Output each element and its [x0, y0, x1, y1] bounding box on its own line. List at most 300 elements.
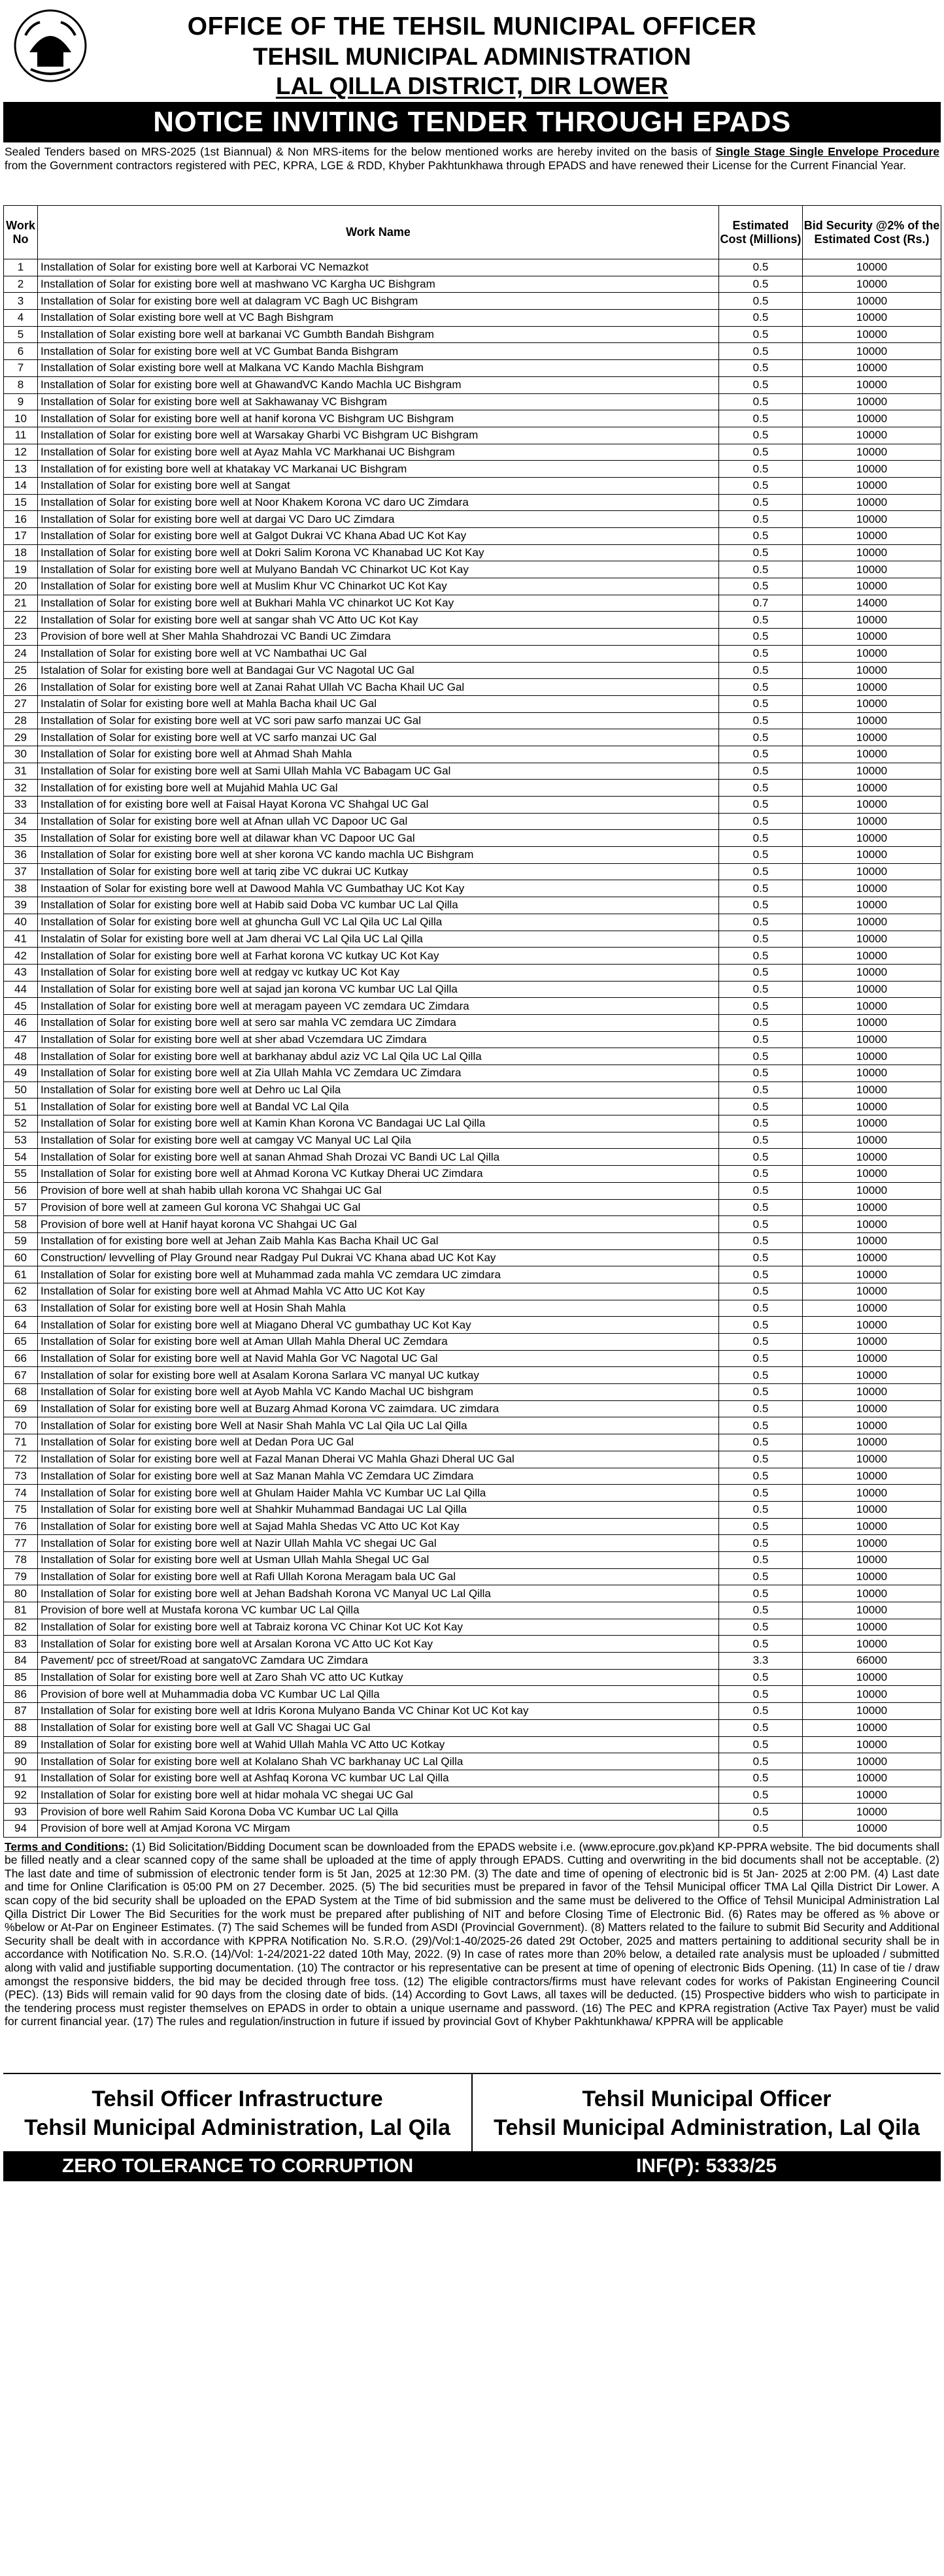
estimated-cost-cell: 0.5	[719, 645, 803, 662]
work-name-cell: Installation of Solar for existing bore well at Muhammad zada mahla VC zemdara UC zimdara	[38, 1266, 719, 1283]
work-name-cell: Installation of Solar for existing bore well at dilawar khan VC Dapoor UC Gal	[38, 830, 719, 847]
bid-security-cell: 10000	[803, 1719, 941, 1736]
work-no-cell: 61	[4, 1266, 38, 1283]
work-no-cell: 90	[4, 1753, 38, 1770]
bid-security-cell: 10000	[803, 981, 941, 998]
work-name-cell: Installation of Solar for existing bore well at sero sar mahla VC zemdara UC Zimdara	[38, 1014, 719, 1031]
bid-security-cell: 10000	[803, 410, 941, 427]
work-no-cell: 29	[4, 729, 38, 746]
work-name-cell: Installation of Solar for existing bore well at Afnan ullah VC Dapoor UC Gal	[38, 813, 719, 830]
work-name-cell: Installation of Solar for existing bore well at Sami Ullah Mahla VC Babagam UC Gal	[38, 763, 719, 780]
estimated-cost-cell: 0.5	[719, 1820, 803, 1837]
work-name-cell: Installation of Solar for existing bore well at Bukhari Mahla VC chinarkot UC Kot Kay	[38, 595, 719, 612]
estimated-cost-cell: 0.5	[719, 310, 803, 327]
bid-security-cell: 10000	[803, 763, 941, 780]
estimated-cost-cell: 0.5	[719, 1048, 803, 1065]
estimated-cost-cell: 0.5	[719, 712, 803, 729]
terms-text: (1) Bid Solicitation/Bidding Document scan be downloaded from the EPADS website i.e. (www.eprocure.gov.pk)and KP-PPRA website. The bid documents shall be filled neatly and a clear scanned copy of the same shall be uploaded at the time of apply through EPADS. Cutting and overwriting in the bid documents shall not be acceptable. (2) The last date and time of submission of electronic tender form is 5t Jan, 2025 at 12:30 PM. (3) The date and time of opening of electronic bid is 5t Jan- 2025 at 2:00 PM. (4) Last date and time for Online Clarification is 05:00 PM on 27 December. 2025. (5) The bid securities must be prepared in favor of the Tehsil Municipal officer TMA Lal Qilla District Dir Lower. A scan copy of the bid security shall be uploaded on the EPAD System at the Time of bid submission and the same must be delivered to the Office of Tehsil Municipal Administration Lal Qilla District Dir Lower The Bid Securities for the work must be prepared after publishing of NIT and before Closing Time of Electronic Bid. (6) Rates may be offered as % above or %below or At-Par on Engineer Estimates. (7) The said Schemes will be funded from ASDI (Provincial Government). (8) Matters related to the failure to submit Bid Security and Additional Security shall be dealt with in accordance with KPPRA Notification No. S.R.O. (29)/Vol:1-40/2025-26 dated 29t October, 2025 and matters pertaining to additional security shall be in accordance with Notification No. S.R.O. (14)/Vol: 1-24/2021-22 dated 10th May, 2022. (9) In case of rates more than 20% below, a detailed rate analysis must be uploaded / submitted along with valid and justifiable supporting documentation. (10) The contractor or his representative can be present at time of opening of electronic Bids Opening. (11) In case of tie / draw amongst the responsive bidders, the bid may be decided through free toss. (12) The eligible contractors/firms must have relevant codes for works of Pakistan Engineering Council (PEC). (13) Bids will remain valid for 90 days from the closing date of bids. (14) According to Govt Laws, all taxes will be deducted. (15) Prospective bidders who wish to participate in the tendering process must register themselves on EPADS in order to obtain a unique username and password. (16) The PEC and KPRA registration (Active Tax Payer) must be valid for current financial year. (17) The rules and regulation/instruction in future if issued by provincial Govt of Khyber Pakhtunkhawa/ KPPRA will be applicable	[5, 1840, 939, 2028]
bid-security-cell: 10000	[803, 544, 941, 561]
signatory-municipal-officer	[471, 2074, 941, 2151]
inf-reference: INF(P): 5333/25	[635, 2155, 777, 2177]
work-name-cell: Instalatin of Solar for existing bore well at Mahla Bacha khail UC Gal	[38, 695, 719, 712]
table-row	[4, 528, 941, 545]
table-row	[4, 1719, 941, 1736]
estimated-cost-cell: 0.5	[719, 1703, 803, 1720]
bid-security-cell: 10000	[803, 1166, 941, 1183]
estimated-cost-cell: 0.5	[719, 1568, 803, 1585]
table-row	[4, 494, 941, 511]
work-name-cell: Installation of Solar for existing bore well at Galgot Dukrai VC Khana Abad UC Kot Kay	[38, 528, 719, 545]
work-name-cell: Installation of Solar for existing bore well at Dehro uc Lal Qila	[38, 1082, 719, 1098]
table-row	[4, 1770, 941, 1787]
bid-security-cell: 10000	[803, 1568, 941, 1585]
estimated-cost-cell: 0.5	[719, 1367, 803, 1384]
estimated-cost-cell: 0.5	[719, 376, 803, 393]
estimated-cost-cell: 0.5	[719, 1719, 803, 1736]
table-row	[4, 1182, 941, 1199]
work-name-cell: Installation of Solar for existing bore well at Mulyano Bandah VC Chinarkot UC Kot Kay	[38, 561, 719, 578]
table-row	[4, 477, 941, 494]
work-no-cell: 80	[4, 1585, 38, 1602]
table-row	[4, 461, 941, 478]
work-name-cell: Installation of Solar for existing bore Well at Nasir Shah Mahla VC Lal Qila UC Lal Qilla	[38, 1417, 719, 1434]
work-name-cell: Installation of Solar for existing bore well at VC sori paw sarfo manzai UC Gal	[38, 712, 719, 729]
bid-security-cell: 10000	[803, 1686, 941, 1703]
table-row	[4, 1249, 941, 1266]
bid-security-cell: 10000	[803, 1199, 941, 1216]
work-no-cell: 11	[4, 427, 38, 444]
estimated-cost-cell: 0.5	[719, 511, 803, 528]
table-row	[4, 544, 941, 561]
bid-security-cell: 10000	[803, 1334, 941, 1351]
bid-security-cell: 10000	[803, 1585, 941, 1602]
table-row	[4, 897, 941, 914]
table-row	[4, 1098, 941, 1115]
work-name-cell: Installation of Solar for existing bore well at Gall VC Shagai UC Gal	[38, 1719, 719, 1736]
bid-security-cell: 10000	[803, 1770, 941, 1787]
work-no-cell: 63	[4, 1300, 38, 1317]
work-no-cell: 83	[4, 1636, 38, 1653]
bid-security-cell: 10000	[803, 477, 941, 494]
work-no-cell: 12	[4, 444, 38, 461]
terms-label: Terms and Conditions:	[5, 1840, 129, 1853]
table-row	[4, 1753, 941, 1770]
bid-security-cell: 10000	[803, 729, 941, 746]
estimated-cost-cell: 0.5	[719, 1468, 803, 1485]
estimated-cost-cell: 0.5	[719, 1132, 803, 1149]
estimated-cost-cell: 0.5	[719, 1014, 803, 1031]
estimated-cost-cell: 0.5	[719, 1669, 803, 1686]
table-row	[4, 662, 941, 679]
bid-security-cell: 10000	[803, 1249, 941, 1266]
bid-security-cell: 10000	[803, 1400, 941, 1417]
table-row	[4, 695, 941, 712]
work-name-cell: Installation of Solar for existing bore well at sher abad Vczemdara UC Zimdara	[38, 1031, 719, 1048]
table-row	[4, 1485, 941, 1502]
table-row	[4, 1048, 941, 1065]
estimated-cost-cell: 0.5	[719, 561, 803, 578]
table-row	[4, 343, 941, 360]
table-header-row	[4, 206, 941, 259]
work-no-cell: 62	[4, 1283, 38, 1300]
work-no-cell: 19	[4, 561, 38, 578]
table-row	[4, 1283, 941, 1300]
work-name-cell: Installation of Solar for existing bore well at Dedan Pora UC Gal	[38, 1434, 719, 1451]
estimated-cost-cell: 0.5	[719, 1216, 803, 1233]
estimated-cost-cell: 0.5	[719, 729, 803, 746]
estimated-cost-cell: 0.5	[719, 477, 803, 494]
work-no-cell: 81	[4, 1602, 38, 1619]
work-no-cell: 58	[4, 1216, 38, 1233]
bid-security-cell: 10000	[803, 1132, 941, 1149]
work-name-cell: Installation of Solar for existing bore well at Aman Ullah Mahla Dheral UC Zemdara	[38, 1334, 719, 1351]
work-name-cell: Installation of Solar for existing bore well at Ashfaq Korona VC kumbar UC Lal Qilla	[38, 1770, 719, 1787]
table-row	[4, 1787, 941, 1804]
work-no-cell: 51	[4, 1098, 38, 1115]
work-name-cell: Installation of Solar for existing bore well at tariq zibe VC dukrai UC Kutkay	[38, 863, 719, 880]
bid-security-cell: 10000	[803, 461, 941, 478]
work-name-cell: Installation of Solar existing bore well at VC Bagh Bishgram	[38, 310, 719, 327]
work-no-cell: 16	[4, 511, 38, 528]
signatory-right-title: Tehsil Municipal Officer	[582, 2086, 832, 2111]
estimated-cost-cell: 0.5	[719, 981, 803, 998]
table-row	[4, 1518, 941, 1535]
table-row	[4, 444, 941, 461]
work-no-cell: 44	[4, 981, 38, 998]
work-no-cell: 84	[4, 1653, 38, 1670]
table-row	[4, 410, 941, 427]
estimated-cost-cell: 0.5	[719, 1602, 803, 1619]
bid-security-cell: 10000	[803, 612, 941, 629]
estimated-cost-cell: 0.5	[719, 276, 803, 293]
estimated-cost-cell: 0.5	[719, 948, 803, 965]
bid-security-cell: 10000	[803, 998, 941, 1015]
work-name-cell: Installation of Solar for existing bore well at Usman Ullah Mahla Shegal UC Gal	[38, 1551, 719, 1568]
estimated-cost-cell: 0.5	[719, 1283, 803, 1300]
district-title: LAL QILLA DISTRICT, DIR LOWER	[275, 73, 669, 99]
work-no-cell: 94	[4, 1820, 38, 1837]
table-row	[4, 1317, 941, 1334]
bid-security-cell: 10000	[803, 1014, 941, 1031]
estimated-cost-cell: 0.5	[719, 1736, 803, 1753]
table-row	[4, 763, 941, 780]
table-row	[4, 1653, 941, 1670]
estimated-cost-cell: 0.5	[719, 797, 803, 814]
work-name-cell: Installation of Solar for existing bore well at mashwano VC Kargha UC Bishgram	[38, 276, 719, 293]
work-no-cell: 91	[4, 1770, 38, 1787]
estimated-cost-cell: 0.5	[719, 880, 803, 897]
table-row	[4, 797, 941, 814]
bid-security-cell: 10000	[803, 343, 941, 360]
work-no-cell: 49	[4, 1065, 38, 1082]
work-no-cell: 66	[4, 1350, 38, 1367]
estimated-cost-cell: 0.5	[719, 528, 803, 545]
signature-block	[3, 2073, 941, 2151]
bid-security-cell: 10000	[803, 360, 941, 377]
work-no-cell: 45	[4, 998, 38, 1015]
bid-security-cell: 10000	[803, 679, 941, 696]
bid-security-cell: 10000	[803, 1703, 941, 1720]
bid-security-cell: 10000	[803, 1216, 941, 1233]
work-no-cell: 92	[4, 1787, 38, 1804]
work-name-cell: Construction/ levvelling of Play Ground near Radgay Pul Dukrai VC Khana abad UC Kot Kay	[38, 1249, 719, 1266]
table-row	[4, 393, 941, 410]
table-row	[4, 1400, 941, 1417]
table-row	[4, 645, 941, 662]
work-name-cell: Installation of Solar for existing bore well at VC sarfo manzai UC Gal	[38, 729, 719, 746]
table-row	[4, 1551, 941, 1568]
table-row	[4, 561, 941, 578]
work-no-cell: 53	[4, 1132, 38, 1149]
table-row	[4, 1468, 941, 1485]
work-no-cell: 82	[4, 1619, 38, 1636]
bid-security-cell: 10000	[803, 376, 941, 393]
bid-security-cell: 10000	[803, 1602, 941, 1619]
work-no-cell: 87	[4, 1703, 38, 1720]
notice-footer	[3, 2151, 941, 2181]
estimated-cost-cell: 0.5	[719, 1199, 803, 1216]
bid-security-cell: 10000	[803, 1031, 941, 1048]
work-no-cell: 14	[4, 477, 38, 494]
work-name-cell: Installation of Solar for existing bore well at Buzarg Ahmad Korona VC zaimdara. UC zimdara	[38, 1400, 719, 1417]
bid-security-cell: 10000	[803, 310, 941, 327]
bid-security-cell: 10000	[803, 931, 941, 948]
bid-security-cell: 10000	[803, 847, 941, 864]
intro-text-2: from the Government contractors registered with PEC, KPRA, LGE & RDD, Khyber Pakhtunkhawa through EPADS and have renewed their License for the Current Financial Year.	[5, 159, 906, 172]
table-row	[4, 259, 941, 276]
bid-security-cell: 10000	[803, 813, 941, 830]
table-row	[4, 376, 941, 393]
bid-security-cell: 10000	[803, 293, 941, 310]
work-no-cell: 38	[4, 880, 38, 897]
table-row	[4, 880, 941, 897]
estimated-cost-cell: 0.5	[719, 444, 803, 461]
bid-security-cell: 10000	[803, 1098, 941, 1115]
work-name-cell: Installation of Solar for existing bore well at Kamin Khan Korona VC Bandagai UC Lal Qilla	[38, 1115, 719, 1132]
estimated-cost-cell: 0.5	[719, 1031, 803, 1048]
work-no-cell: 72	[4, 1451, 38, 1468]
work-no-cell: 69	[4, 1400, 38, 1417]
table-row	[4, 310, 941, 327]
work-no-cell: 60	[4, 1249, 38, 1266]
work-no-cell: 33	[4, 797, 38, 814]
estimated-cost-cell: 0.5	[719, 1400, 803, 1417]
bid-security-cell: 10000	[803, 780, 941, 797]
work-name-cell: Instalatin of Solar for existing bore well at Jam dherai VC Lal Qila UC Lal Qilla	[38, 931, 719, 948]
bid-security-cell: 10000	[803, 1518, 941, 1535]
table-row	[4, 1703, 941, 1720]
table-row	[4, 1501, 941, 1518]
table-row	[4, 830, 941, 847]
bid-security-cell: 10000	[803, 1787, 941, 1804]
bid-security-cell: 10000	[803, 645, 941, 662]
work-no-cell: 23	[4, 629, 38, 646]
bid-security-cell: 10000	[803, 948, 941, 965]
table-row	[4, 293, 941, 310]
work-name-cell: Installation of for existing bore well at khatakay VC Markanai UC Bishgram	[38, 461, 719, 478]
table-row	[4, 1300, 941, 1317]
estimated-cost-cell: 0.5	[719, 360, 803, 377]
table-row	[4, 1585, 941, 1602]
estimated-cost-cell: 0.5	[719, 578, 803, 595]
estimated-cost-cell: 0.5	[719, 259, 803, 276]
work-no-cell: 74	[4, 1485, 38, 1502]
table-row	[4, 729, 941, 746]
bid-security-cell: 10000	[803, 1367, 941, 1384]
work-no-cell: 34	[4, 813, 38, 830]
work-no-cell: 36	[4, 847, 38, 864]
table-row	[4, 813, 941, 830]
bid-security-cell: 10000	[803, 1149, 941, 1166]
work-no-cell: 76	[4, 1518, 38, 1535]
bid-security-cell: 10000	[803, 1317, 941, 1334]
work-no-cell: 15	[4, 494, 38, 511]
estimated-cost-cell: 0.5	[719, 1518, 803, 1535]
bid-security-cell: 10000	[803, 561, 941, 578]
terms-and-conditions	[3, 1838, 941, 2070]
table-row	[4, 1568, 941, 1585]
work-no-cell: 89	[4, 1736, 38, 1753]
estimated-cost-cell: 0.5	[719, 326, 803, 343]
bid-security-cell: 10000	[803, 1115, 941, 1132]
work-no-cell: 50	[4, 1082, 38, 1098]
bid-security-cell: 10000	[803, 1753, 941, 1770]
work-name-cell: Installation of Solar for existing bore well at Sakhawanay VC Bishgram	[38, 393, 719, 410]
estimated-cost-cell: 0.5	[719, 1451, 803, 1468]
estimated-cost-cell: 0.5	[719, 494, 803, 511]
work-no-cell: 18	[4, 544, 38, 561]
table-row	[4, 1132, 941, 1149]
bid-security-cell: 10000	[803, 1300, 941, 1317]
table-row	[4, 1166, 941, 1183]
bid-security-cell: 14000	[803, 595, 941, 612]
table-row	[4, 679, 941, 696]
work-name-cell: Installation of for existing bore well at Mujahid Mahla UC Gal	[38, 780, 719, 797]
estimated-cost-cell: 0.5	[719, 1098, 803, 1115]
bid-security-cell: 10000	[803, 528, 941, 545]
bid-security-cell: 10000	[803, 1065, 941, 1082]
bid-security-cell: 10000	[803, 880, 941, 897]
work-no-cell: 71	[4, 1434, 38, 1451]
bid-security-cell: 10000	[803, 1451, 941, 1468]
signatory-left-title: Tehsil Officer Infrastructure	[92, 2086, 383, 2111]
work-name-cell: Installation of Solar for existing bore well at Tabraiz korona VC Chinar Kot UC Kot Kay	[38, 1619, 719, 1636]
table-row	[4, 1820, 941, 1837]
bid-security-cell: 10000	[803, 629, 941, 646]
work-name-cell: Installation of Solar for existing bore well at Arsalan Korona VC Atto UC Kot Kay	[38, 1636, 719, 1653]
work-name-cell: Installation of Solar for existing bore well at Idris Korona Mulyano Banda VC Chinar Kot UC Kot kay	[38, 1703, 719, 1720]
work-name-cell: Instaation of Solar for existing bore well at Dawood Mahla VC Gumbathay UC Kot Kay	[38, 880, 719, 897]
estimated-cost-cell: 0.5	[719, 679, 803, 696]
estimated-cost-cell: 0.5	[719, 1350, 803, 1367]
work-name-cell: Installation of for existing bore well at Faisal Hayat Korona VC Shahgal UC Gal	[38, 797, 719, 814]
col-work-no: Work No	[4, 206, 38, 259]
table-row	[4, 1014, 941, 1031]
estimated-cost-cell: 0.5	[719, 1232, 803, 1249]
work-no-cell: 4	[4, 310, 38, 327]
bid-security-cell: 10000	[803, 276, 941, 293]
works-table-body	[4, 259, 941, 1838]
works-table	[3, 205, 941, 1838]
estimated-cost-cell: 0.5	[719, 1770, 803, 1787]
table-row	[4, 1602, 941, 1619]
work-no-cell: 22	[4, 612, 38, 629]
bid-security-cell: 10000	[803, 914, 941, 931]
table-row	[4, 360, 941, 377]
work-no-cell: 6	[4, 343, 38, 360]
work-name-cell: Installation of Solar for existing bore well at Karborai VC Nemazkot	[38, 259, 719, 276]
work-no-cell: 28	[4, 712, 38, 729]
estimated-cost-cell: 0.5	[719, 410, 803, 427]
bid-security-cell: 10000	[803, 1468, 941, 1485]
col-work-name: Work Name	[38, 206, 719, 259]
work-name-cell: Installation of Solar for existing bore well at Nazir Ullah Mahla VC shegai UC Gal	[38, 1535, 719, 1552]
work-name-cell: Installation of Solar for existing bore well at Saz Manan Mahla VC Zemdara UC Zimdara	[38, 1468, 719, 1485]
work-name-cell: Provision of bore well at Sher Mahla Shahdrozai VC Bandi UC Zimdara	[38, 629, 719, 646]
estimated-cost-cell: 0.5	[719, 1317, 803, 1334]
bid-security-cell: 10000	[803, 1266, 941, 1283]
bid-security-cell: 10000	[803, 427, 941, 444]
work-name-cell: Installation of Solar for existing bore well at sajad jan korona VC kumbar UC Lal Qilla	[38, 981, 719, 998]
work-no-cell: 73	[4, 1468, 38, 1485]
work-name-cell: Provision of bore well at Muhammadia doba VC Kumbar UC Lal Qilla	[38, 1686, 719, 1703]
estimated-cost-cell: 0.5	[719, 1166, 803, 1183]
work-no-cell: 86	[4, 1686, 38, 1703]
work-no-cell: 46	[4, 1014, 38, 1031]
bid-security-cell: 10000	[803, 1232, 941, 1249]
estimated-cost-cell: 0.5	[719, 931, 803, 948]
kpk-government-emblem-icon	[11, 7, 90, 85]
bid-security-cell: 10000	[803, 863, 941, 880]
work-name-cell: Installation of Solar for existing bore well at Ayob Mahla VC Kando Machal UC bishgram	[38, 1384, 719, 1401]
table-row	[4, 847, 941, 864]
work-name-cell: Installation of Solar for existing bore well at Hosin Shah Mahla	[38, 1300, 719, 1317]
work-no-cell: 52	[4, 1115, 38, 1132]
estimated-cost-cell: 0.5	[719, 863, 803, 880]
table-row	[4, 1636, 941, 1653]
work-no-cell: 75	[4, 1501, 38, 1518]
signatory-infrastructure	[3, 2074, 471, 2151]
table-row	[4, 780, 941, 797]
work-no-cell: 8	[4, 376, 38, 393]
estimated-cost-cell: 0.5	[719, 1334, 803, 1351]
table-row	[4, 746, 941, 763]
work-name-cell: Installation of Solar for existing bore well at Zaro Shah VC atto UC Kutkay	[38, 1669, 719, 1686]
work-name-cell: Provision of bore well Rahim Said Korona Doba VC Kumbar UC Lal Qilla	[38, 1804, 719, 1821]
work-name-cell: Installation of Solar for existing bore well at Sangat	[38, 477, 719, 494]
bid-security-cell: 10000	[803, 259, 941, 276]
estimated-cost-cell: 0.5	[719, 998, 803, 1015]
table-row	[4, 1804, 941, 1821]
work-name-cell: Installation of Solar existing bore well at barkanai VC Gumbth Bandah Bishgram	[38, 326, 719, 343]
bid-security-cell: 10000	[803, 1804, 941, 1821]
work-no-cell: 59	[4, 1232, 38, 1249]
estimated-cost-cell: 0.7	[719, 595, 803, 612]
work-no-cell: 43	[4, 964, 38, 981]
table-row	[4, 1535, 941, 1552]
work-no-cell: 20	[4, 578, 38, 595]
work-name-cell: Installation of Solar for existing bore well at Fazal Manan Dherai VC Mahla Ghazi Dheral UC Gal	[38, 1451, 719, 1468]
estimated-cost-cell: 0.5	[719, 1619, 803, 1636]
work-no-cell: 41	[4, 931, 38, 948]
table-row	[4, 578, 941, 595]
work-name-cell: Installation of Solar for existing bore well at Sajad Mahla Shedas VC Atto UC Kot Kay	[38, 1518, 719, 1535]
estimated-cost-cell: 0.5	[719, 1082, 803, 1098]
estimated-cost-cell: 0.5	[719, 393, 803, 410]
work-no-cell: 65	[4, 1334, 38, 1351]
table-row	[4, 1115, 941, 1132]
intro-paragraph	[3, 142, 941, 205]
